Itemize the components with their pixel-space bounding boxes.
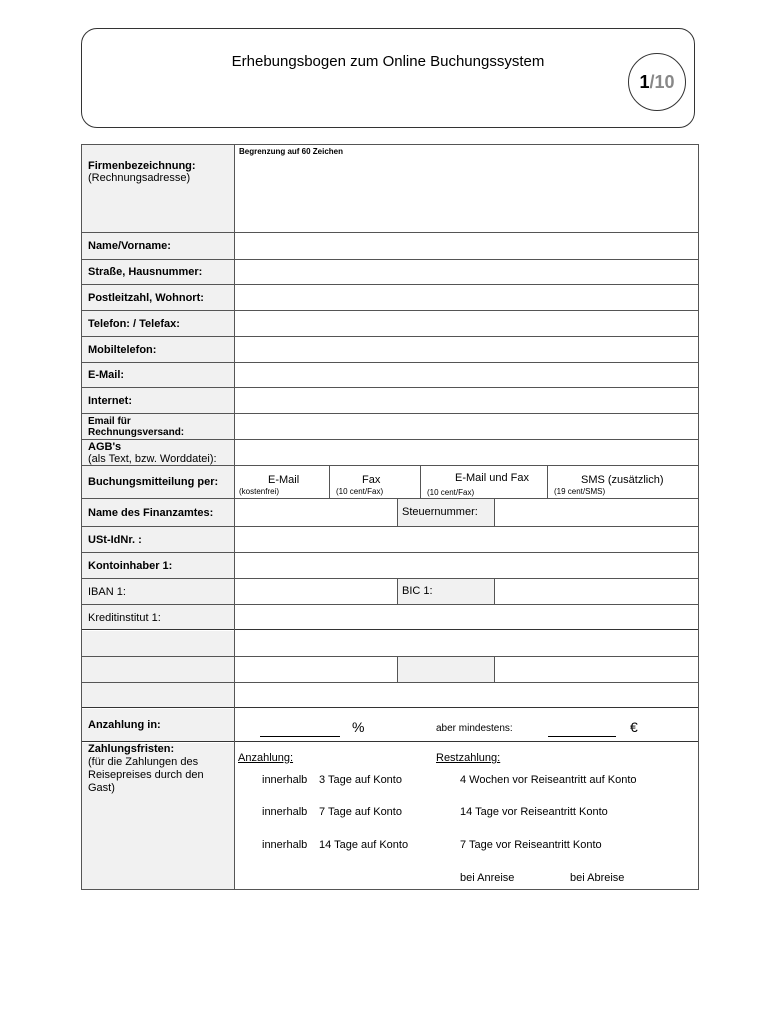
notice-option-sms-note: (19 cent/SMS) — [554, 487, 606, 496]
deposit-option-1[interactable]: 3 Tage auf Konto — [319, 774, 402, 786]
deposit-min-label: aber mindestens: — [436, 723, 513, 734]
column-divider — [234, 145, 235, 889]
rest-terms-header: Restzahlung: — [436, 752, 501, 764]
iban-label: IBAN 1: — [82, 579, 234, 604]
invoice-email-label-line1: Email für — [88, 415, 131, 427]
page-total: /10 — [649, 71, 675, 92]
agb-input[interactable] — [235, 440, 697, 465]
tax-number-input[interactable] — [495, 499, 698, 526]
on-arrival-option[interactable]: bei Anreise — [460, 872, 515, 884]
euro-sign: € — [630, 719, 638, 735]
firm-sublabel: (Rechnungsadresse) — [88, 172, 191, 184]
zip-input[interactable] — [235, 285, 697, 310]
spare-label-1 — [82, 631, 234, 656]
notice-option-fax[interactable] — [330, 466, 420, 498]
agb-label — [82, 440, 234, 465]
vat-id-input[interactable] — [235, 527, 697, 552]
street-input[interactable] — [235, 260, 697, 284]
tax-office-input[interactable] — [235, 499, 397, 526]
booking-notice-label: Buchungsmitteilung per: — [82, 466, 234, 498]
email-input[interactable] — [235, 363, 697, 387]
invoice-email-label — [82, 414, 234, 439]
on-departure-option[interactable]: bei Abreise — [570, 872, 625, 884]
invoice-email-label-line2: Rechnungsversand: — [88, 426, 185, 438]
tax-office-label: Name des Finanzamtes: — [82, 499, 234, 526]
bank-label: Kreditinstitut 1: — [82, 605, 234, 630]
internet-input[interactable] — [235, 388, 697, 413]
street-label: Straße, Hausnummer: — [82, 260, 234, 284]
percent-sign: % — [352, 719, 365, 735]
phone-label: Telefon: / Telefax: — [82, 311, 234, 336]
tax-number-label: Steuernummer: — [402, 506, 478, 518]
bic-label: BIC 1: — [402, 585, 433, 597]
payment-terms-label — [82, 743, 234, 889]
rest-option-2[interactable]: 14 Tage vor Reiseantritt Konto — [460, 806, 608, 818]
notice-option-fax-note: (10 cent/Fax) — [336, 487, 384, 496]
form-header — [81, 28, 695, 128]
firm-label-cell — [82, 145, 234, 232]
deposit-percent-input[interactable] — [260, 736, 340, 737]
spare-label-3 — [82, 683, 234, 707]
notice-option-email-fax-note: (10 cent/Fax) — [427, 488, 475, 497]
notice-option-sms[interactable] — [548, 466, 698, 498]
firm-input[interactable] — [235, 157, 697, 231]
payment-terms-line3: Reisepreises durch den — [88, 769, 204, 781]
notice-option-fax-label: Fax — [362, 474, 381, 486]
firm-label: Firmenbezeichnung: — [88, 160, 196, 172]
spare-input-2b[interactable] — [495, 657, 698, 682]
page-current: 1 — [639, 71, 650, 92]
iban-input[interactable] — [235, 579, 397, 604]
payment-terms-line4: Gast) — [88, 782, 115, 794]
spare-label-2 — [82, 657, 234, 682]
spare-label-cell — [398, 657, 494, 682]
rest-option-3[interactable]: 7 Tage vor Reiseantritt Konto — [460, 839, 602, 851]
invoice-email-input[interactable] — [235, 414, 697, 439]
deposit-option-2-within: innerhalb — [262, 806, 308, 818]
payment-terms-line2: (für die Zahlungen des — [88, 756, 199, 768]
rest-option-1[interactable]: 4 Wochen vor Reiseantritt auf Konto — [460, 774, 637, 786]
email-label: E-Mail: — [82, 363, 234, 387]
bank-input[interactable] — [235, 605, 697, 630]
deposit-min-input[interactable] — [548, 736, 616, 737]
notice-option-email-note: (kostenfrei) — [239, 487, 280, 496]
mobile-input[interactable] — [235, 337, 697, 362]
registration-form — [81, 144, 699, 890]
deposit-option-3[interactable]: 14 Tage auf Konto — [319, 839, 409, 851]
notice-option-email-fax-label: E-Mail und Fax — [455, 472, 529, 484]
agb-label-line1: AGB's — [88, 440, 122, 453]
account-holder-input[interactable] — [235, 553, 697, 578]
account-holder-label: Kontoinhaber 1: — [82, 553, 234, 578]
deposit-option-3-within: innerhalb — [262, 839, 308, 851]
deposit-option-1-within: innerhalb — [262, 774, 308, 786]
name-label: Name/Vorname: — [82, 233, 234, 259]
agb-label-line2: (als Text, bzw. Worddatei): — [88, 452, 217, 465]
deposit-terms-header: Anzahlung: — [238, 752, 294, 764]
divider — [82, 707, 698, 708]
spare-input-2a[interactable] — [235, 657, 397, 682]
notice-option-email[interactable] — [235, 466, 329, 498]
deposit-option-2[interactable]: 7 Tage auf Konto — [319, 806, 402, 818]
deposit-label: Anzahlung in: — [82, 709, 234, 741]
vat-id-label: USt-IdNr. : — [82, 527, 234, 552]
divider — [82, 741, 698, 742]
page-indicator — [628, 53, 686, 111]
notice-option-email-label: E-Mail — [268, 474, 300, 486]
name-input[interactable] — [235, 233, 697, 259]
spare-input-3[interactable] — [235, 683, 697, 707]
payment-terms-line1: Zahlungsfristen: — [88, 743, 175, 755]
divider — [82, 629, 698, 630]
internet-label: Internet: — [82, 388, 234, 413]
zip-label: Postleitzahl, Wohnort: — [82, 285, 234, 310]
firm-hint: Begrenzung auf 60 Zeichen — [239, 147, 344, 156]
mobile-label: Mobiltelefon: — [82, 337, 234, 362]
phone-input[interactable] — [235, 311, 697, 336]
notice-option-sms-label: SMS (zusätzlich) — [581, 474, 664, 486]
bic-input[interactable] — [495, 579, 698, 604]
form-title: Erhebungsbogen zum Online Buchungssystem — [231, 53, 545, 70]
notice-option-email-fax[interactable] — [421, 466, 547, 498]
spare-input-1[interactable] — [235, 631, 697, 656]
